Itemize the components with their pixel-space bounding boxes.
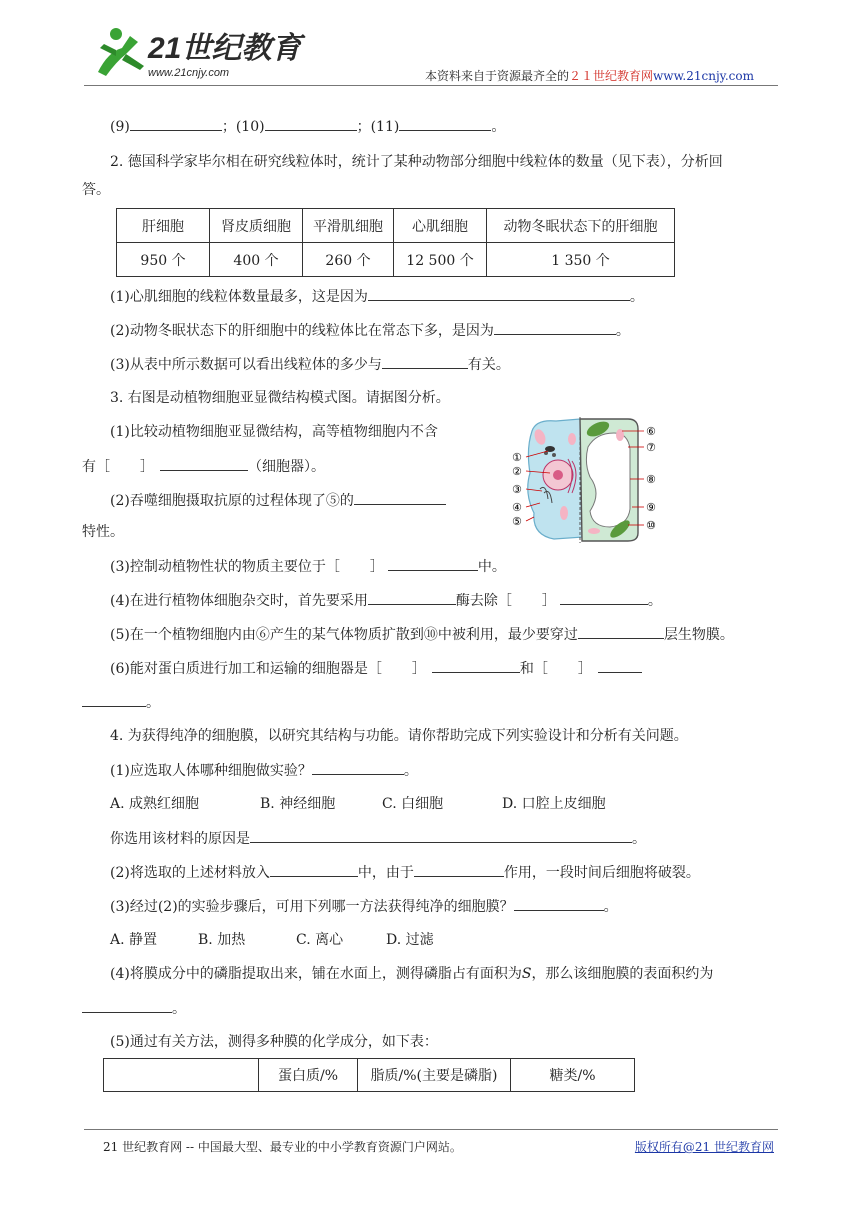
q2-sub1: (1)心肌细胞的线粒体数量最多，这是因为 。 bbox=[110, 286, 644, 307]
table-cell: 1 350 个 bbox=[487, 243, 675, 277]
option-a: A. 成熟红细胞 bbox=[110, 796, 200, 812]
table-header-row bbox=[104, 1059, 635, 1092]
q2-sub3: (3)从表中所示数据可以看出线粒体的多少与 有关。 bbox=[110, 354, 510, 375]
option-d: D. 口腔上皮细胞 bbox=[502, 796, 606, 812]
q2-stem-line1: 2. 德国科学家毕尔相在研究线粒体时，统计了某种动物部分细胞中线粒体的数量（见下表），分析回 bbox=[110, 154, 723, 170]
option-c: C. 白细胞 bbox=[382, 796, 444, 812]
q4-sub2: (2)将选取的上述材料放入 中，由于 作用，一段时间后细胞将破裂。 bbox=[110, 862, 700, 883]
table-header-row bbox=[117, 209, 675, 243]
site-logo bbox=[86, 22, 302, 82]
svg-text:www.21cnjy.com: www.21cnjy.com bbox=[148, 67, 230, 79]
table-header-cell: 脂质/%(主要是磷脂) bbox=[358, 1059, 511, 1092]
q4-sub5: (5)通过有关方法，测得多种膜的化学成分，如下表： bbox=[110, 1034, 438, 1050]
fig-label-2: ② bbox=[512, 465, 522, 478]
table-header-cell: 平滑肌细胞 bbox=[303, 209, 394, 243]
q3-sub6-cont: 。 bbox=[82, 692, 160, 713]
header-source-text: 本资料来自于资源最齐全的２１世纪教育网www.21cnjy.com bbox=[425, 69, 754, 83]
fig-label-7: ⑦ bbox=[646, 441, 656, 454]
q2-sub2: (2)动物冬眠状态下的肝细胞中的线粒体比在常态下多，是因为 。 bbox=[110, 320, 630, 341]
footer-text: 21 世纪教育网 -- 中国最大型、最专业的中小学教育资源门户网站。 bbox=[103, 1140, 462, 1154]
q3-sub2-line2: 特性。 bbox=[82, 524, 124, 540]
fig-label-5: ⑤ bbox=[512, 515, 522, 528]
option-b: B. 加热 bbox=[198, 932, 246, 948]
q4-stem: 4. 为获得纯净的细胞膜，以研究其结构与功能。请你帮助完成下列实验设计和分析有关问题。 bbox=[110, 728, 688, 744]
q3-sub1-line2: 有［ ］ （细胞器）。 bbox=[82, 456, 325, 477]
svg-text:21世纪教育: 21世纪教育 bbox=[148, 32, 302, 65]
q4-sub3: (3)经过(2)的实验步骤后，可用下列哪一方法获得纯净的细胞膜？ 。 bbox=[110, 896, 618, 917]
fig-label-10: ⑩ bbox=[646, 519, 656, 532]
q3-sub3: (3)控制动植物性状的物质主要位于［ ］ 中。 bbox=[110, 556, 506, 577]
table-header-cell: 肾皮质细胞 bbox=[210, 209, 303, 243]
membrane-composition-table bbox=[103, 1058, 635, 1092]
q3-stem: 3. 右图是动植物细胞亚显微结构模式图。请据图分析。 bbox=[110, 390, 450, 406]
footer-divider bbox=[84, 1129, 778, 1130]
fig-label-8: ⑧ bbox=[646, 473, 656, 486]
q4-sub4: (4)将膜成分中的磷脂提取出来，铺在水面上，测得磷脂占有面积为S，那么该细胞膜的表面积约为 bbox=[110, 966, 714, 982]
q3-sub4: (4)在进行植物体细胞杂交时，首先要采用 酶去除［ ］ 。 bbox=[110, 590, 662, 611]
table-cell: 950 个 bbox=[117, 243, 210, 277]
q4-sub1-reason: 你选用该材料的原因是 。 bbox=[110, 828, 646, 849]
q4-sub4-cont: 。 bbox=[82, 998, 186, 1019]
header-divider bbox=[84, 85, 778, 86]
q3-sub2-line1: (2)吞噬细胞摄取抗原的过程体现了⑤的 bbox=[110, 490, 446, 511]
table-header-cell: 心肌细胞 bbox=[394, 209, 487, 243]
fig-label-6: ⑥ bbox=[646, 425, 656, 438]
header-site-link[interactable]: ２１世纪教育网 bbox=[569, 69, 654, 83]
q4-sub1-options bbox=[110, 794, 606, 814]
fig-label-3: ③ bbox=[512, 483, 522, 496]
q4-sub1: (1)应选取人体哪种细胞做实验？ 。 bbox=[110, 760, 418, 781]
table-header-cell: 动物冬眠状态下的肝细胞 bbox=[487, 209, 675, 243]
table-header-cell: 肝细胞 bbox=[117, 209, 210, 243]
option-c: C. 离心 bbox=[296, 932, 344, 948]
fig-label-1: ① bbox=[512, 451, 522, 464]
mitochondria-table bbox=[116, 208, 675, 277]
table-row bbox=[117, 243, 675, 277]
table-header-cell bbox=[104, 1059, 259, 1092]
option-d: D. 过滤 bbox=[386, 932, 434, 948]
table-cell: 260 个 bbox=[303, 243, 394, 277]
fig-label-4: ④ bbox=[512, 501, 522, 514]
footer-copyright-link[interactable]: 版权所有@21 世纪教育网 bbox=[634, 1140, 774, 1154]
q3-sub5: (5)在一个植物细胞内由⑥产生的某气体物质扩散到⑩中被利用，最少要穿过 层生物膜。 bbox=[110, 624, 734, 645]
option-b: B. 神经细胞 bbox=[260, 796, 336, 812]
q4-sub3-options bbox=[110, 930, 434, 950]
q2-stem-line2: 答。 bbox=[82, 182, 110, 198]
table-header-cell: 蛋白质/% bbox=[259, 1059, 358, 1092]
fig-label-9: ⑨ bbox=[646, 501, 656, 514]
table-cell: 400 个 bbox=[210, 243, 303, 277]
q3-sub6: (6)能对蛋白质进行加工和运输的细胞器是［ ］ 和［ ］ bbox=[110, 658, 642, 679]
option-a: A. 静置 bbox=[110, 932, 158, 948]
q3-sub1-line1: (1)比较动植物细胞亚显微结构，高等植物细胞内不含 bbox=[110, 424, 438, 440]
cell-structure-diagram bbox=[510, 413, 670, 549]
q1-answer-line: (9) ；(10) ；(11) 。 bbox=[110, 116, 505, 137]
header-url-link[interactable]: www.21cnjy.com bbox=[653, 69, 754, 83]
table-header-cell: 糖类/% bbox=[511, 1059, 635, 1092]
table-cell: 12 500 个 bbox=[394, 243, 487, 277]
